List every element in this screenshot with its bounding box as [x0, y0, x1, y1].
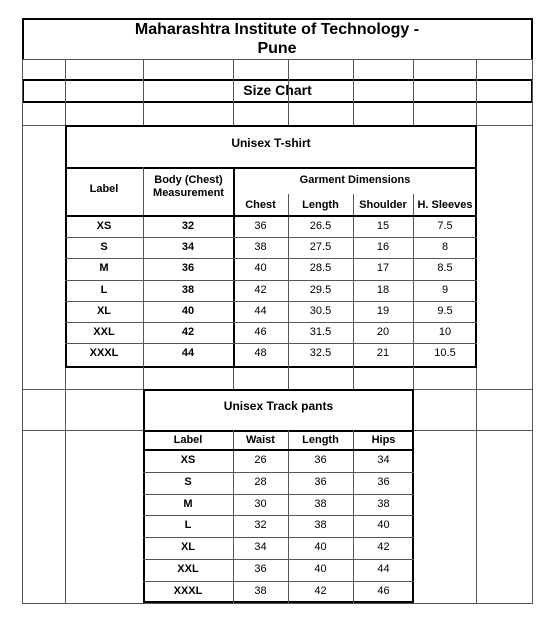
pants-value: 44: [377, 563, 390, 575]
pants-value: 26: [254, 454, 267, 466]
pants-title: Unisex Track pants: [223, 399, 334, 413]
pants-value: 36: [314, 454, 327, 466]
tshirt-title: Unisex T-shirt: [231, 136, 311, 150]
grid-line: [532, 59, 533, 603]
tshirt-col-header: Length: [302, 199, 339, 211]
garment-value: 27.5: [309, 241, 332, 254]
row-line: [65, 258, 477, 259]
pants-value: 36: [314, 475, 327, 488]
garment-value: 42: [254, 283, 267, 296]
size-label: XL: [180, 541, 196, 554]
size-label: XXL: [93, 326, 115, 338]
garment-value: 8: [441, 241, 449, 254]
garment-value: 20: [376, 326, 390, 338]
grid-line: [353, 59, 354, 103]
pants-value: 30: [254, 497, 267, 510]
garment-value: 32.5: [309, 347, 332, 360]
garment-value: 28.5: [309, 262, 332, 275]
grid-line: [353, 103, 354, 125]
grid-line: [288, 59, 289, 103]
grid-line: [65, 59, 66, 103]
grid-line: [143, 59, 144, 103]
grid-line: [22, 603, 533, 604]
pants-value: 42: [314, 584, 327, 597]
tshirt-title-divider: [65, 167, 477, 169]
garment-value: 48: [254, 347, 267, 360]
size-label: XL: [96, 304, 112, 317]
body-measurement: 44: [181, 347, 195, 360]
grid-line: [143, 368, 144, 389]
pants-value: 36: [377, 475, 390, 488]
grid-line: [413, 368, 414, 389]
garment-value: 10.5: [434, 347, 456, 360]
size-label: XXXL: [173, 584, 203, 597]
garment-value: 29.5: [309, 283, 332, 296]
size-label: XXL: [177, 563, 199, 575]
pants-value: 40: [377, 519, 390, 532]
garment-value: 9: [441, 283, 449, 296]
pants-value: 38: [377, 497, 390, 510]
pants-value: 42: [377, 541, 390, 554]
row-line: [143, 472, 414, 473]
garment-value: 46: [254, 326, 267, 338]
garment-value: 26.5: [309, 220, 332, 232]
grid-line: [233, 59, 234, 103]
garment-value: 10: [438, 326, 452, 338]
grid-line: [288, 103, 289, 125]
pants-value: 38: [254, 584, 267, 597]
grid-line: [143, 103, 144, 125]
body-measurement: 32: [181, 220, 195, 232]
row-line: [143, 494, 414, 495]
garment-value: 18: [376, 283, 390, 296]
garment-value: 8.5: [437, 262, 453, 275]
garment-value: 31.5: [309, 326, 332, 338]
garment-value: 15: [376, 220, 390, 232]
row-line: [143, 559, 414, 560]
grid-line: [353, 368, 354, 389]
garment-value: 30.5: [309, 304, 332, 317]
grid-line: [22, 59, 533, 60]
size-label: XS: [180, 454, 196, 466]
row-line: [143, 581, 414, 582]
tshirt-label-header: Label: [89, 183, 119, 195]
grid-line: [414, 430, 533, 431]
grid-line: [413, 103, 414, 125]
garment-value: 17: [376, 262, 390, 275]
grid-line: [233, 103, 234, 125]
pants-value: 46: [377, 584, 390, 597]
body-measurement: 40: [181, 304, 195, 317]
garment-value: 7.5: [437, 220, 453, 232]
size-label: M: [183, 497, 193, 510]
pants-value: 34: [254, 541, 267, 554]
grid-line: [233, 368, 234, 389]
size-label: S: [184, 475, 192, 488]
tshirt-body-header: Body (Chest) Measurement: [153, 174, 224, 199]
row-line: [65, 322, 477, 323]
row-line: [65, 280, 477, 281]
garment-value: 19: [376, 304, 390, 317]
pants-value: 40: [314, 563, 327, 575]
size-label: M: [99, 262, 109, 275]
grid-line: [288, 368, 289, 389]
pants-value: 38: [314, 497, 327, 510]
institute-title: Maharashtra Institute of Technology - Pune: [134, 21, 420, 57]
body-measurement: 34: [181, 241, 195, 254]
size-chart-sheet: [22, 18, 533, 603]
pants-value: 28: [254, 475, 267, 488]
grid-line: [22, 430, 143, 431]
pants-value: 32: [254, 519, 267, 532]
pants-value: 34: [377, 454, 390, 466]
tshirt-col-header: H. Sleeves: [417, 199, 473, 211]
pants-col-header: Length: [302, 434, 339, 446]
tshirt-col-header: Shoulder: [359, 199, 407, 211]
grid-line: [413, 59, 414, 103]
grid-line: [22, 59, 23, 603]
size-chart-title: Size Chart: [243, 82, 312, 98]
pants-value: 38: [314, 519, 327, 532]
row-line: [143, 537, 414, 538]
row-line: [65, 301, 477, 302]
pants-col-header: Hips: [371, 434, 396, 446]
size-label: L: [100, 283, 108, 296]
size-label: L: [184, 519, 192, 532]
size-label: XXXL: [89, 347, 119, 360]
pants-value: 36: [254, 563, 267, 575]
pants-col-header: Label: [173, 434, 203, 446]
tshirt-header-divider: [65, 215, 477, 217]
size-label: S: [100, 241, 108, 254]
tshirt-col-header: Chest: [245, 199, 276, 211]
body-measurement: 42: [181, 326, 195, 338]
tshirt-garment-header: Garment Dimensions: [299, 174, 411, 186]
grid-line: [476, 59, 477, 103]
garment-value: 16: [376, 241, 390, 254]
body-measurement: 36: [181, 262, 195, 275]
garment-value: 44: [254, 304, 267, 317]
garment-value: 38: [254, 241, 267, 254]
pants-title-divider: [143, 430, 414, 432]
garment-value: 36: [254, 220, 267, 232]
pants-header-divider: [143, 449, 414, 451]
garment-value: 21: [376, 347, 390, 360]
garment-value: 40: [254, 262, 267, 275]
row-line: [65, 237, 477, 238]
body-measurement: 38: [181, 283, 195, 296]
pants-col-header: Waist: [246, 434, 275, 446]
row-line: [65, 343, 477, 344]
pants-value: 40: [314, 541, 327, 554]
row-line: [143, 515, 414, 516]
size-label: XS: [96, 220, 112, 232]
garment-value: 9.5: [437, 304, 453, 317]
